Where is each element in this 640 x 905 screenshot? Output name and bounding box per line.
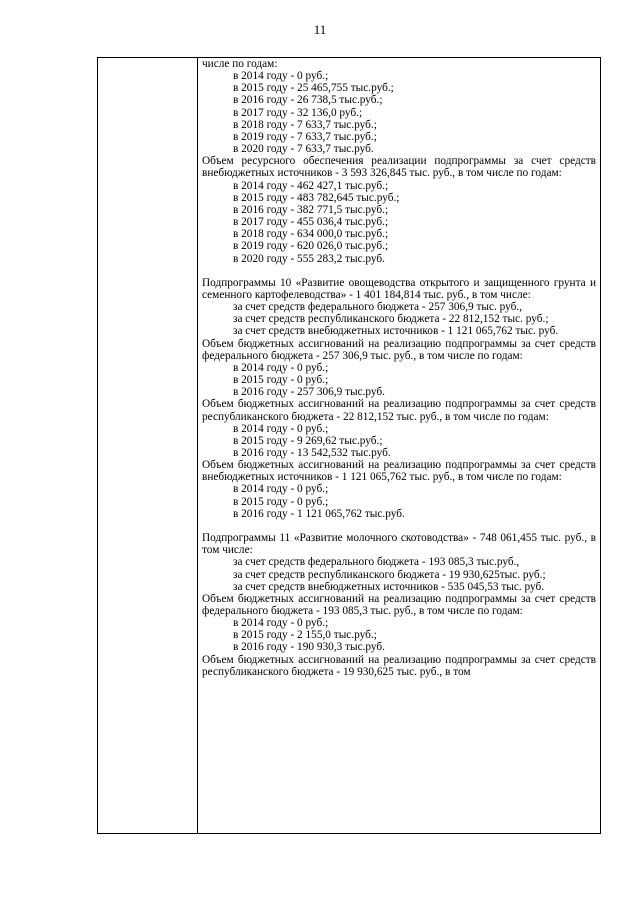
indented-line: в 2014 году - 0 руб.; — [233, 483, 329, 496]
indented-line: в 2016 году - 257 306,9 тыс.руб. — [233, 386, 386, 399]
paragraph: Объем ресурсного обеспечения реализации подпрограммы за счет средств внебюджетных источников - 3 593 326,845 тыс. руб., в том числе по годам: — [202, 155, 596, 180]
indented-line: в 2014 году - 0 руб.; — [233, 70, 329, 83]
column-divider — [197, 58, 198, 833]
blank-line — [202, 265, 596, 277]
indented-line: в 2015 году - 9 269,62 тыс.руб.; — [233, 434, 383, 447]
indented-line: в 2014 году - 0 руб.; — [233, 422, 329, 435]
indented-line: за счет средств федерального бюджета - 193 085,3 тыс.руб., — [233, 556, 520, 569]
indented-line: в 2017 году - 32 136,0 руб.; — [233, 106, 363, 119]
indented-line: в 2015 году - 0 руб.; — [233, 374, 329, 387]
blank-line — [202, 520, 596, 532]
indented-line: за счет средств федерального бюджета - 257 306,9 тыс. руб., — [233, 301, 523, 314]
indented-line: в 2016 году - 1 121 065,762 тыс.руб. — [233, 507, 405, 520]
indented-paragraph: за счет средств республиканского бюджета - 22 812,152 тыс. руб.; — [233, 313, 549, 326]
indented-line: в 2015 году - 483 782,645 тыс.руб.; — [233, 191, 400, 204]
indented-line: в 2019 году - 7 633,7 тыс.руб.; — [233, 130, 377, 143]
indented-line: в 2015 году - 2 155,0 тыс.руб.; — [233, 629, 377, 642]
table-right-cell — [202, 58, 596, 678]
indented-line: в 2016 году - 190 930,3 тыс.руб. — [233, 641, 386, 654]
indented-line: в 2016 году - 13 542,532 тыс.руб. — [233, 446, 391, 459]
indented-line: в 2018 году - 7 633,7 тыс.руб.; — [233, 118, 377, 131]
content-table — [97, 57, 601, 834]
indented-line: в 2016 году - 26 738,5 тыс.руб.; — [233, 94, 383, 107]
paragraph: Объем бюджетных ассигнований на реализацию подпрограммы за счет средств федерального бюджета - 257 306,9 тыс. руб., в том числе по годам: — [202, 337, 596, 362]
indented-line: в 2014 году - 0 руб.; — [233, 361, 329, 374]
paragraph: числе по годам: — [202, 58, 278, 70]
indented-line: в 2014 году - 462 427,1 тыс.руб.; — [233, 179, 389, 192]
indented-line: в 2015 году - 0 руб.; — [233, 495, 329, 508]
indented-paragraph: за счет средств внебюджетных источников - 535 045,53 тыс. руб. — [233, 580, 545, 593]
page-number: 11 — [313, 22, 327, 37]
indented-line: в 2014 году - 0 руб.; — [233, 617, 329, 630]
indented-line: в 2020 году - 7 633,7 тыс.руб. — [233, 143, 374, 156]
indented-line: в 2017 году - 455 036,4 тыс.руб.; — [233, 216, 389, 229]
indented-line: в 2015 году - 25 465,755 тыс.руб.; — [233, 82, 394, 95]
indented-line: в 2020 году - 555 283,2 тыс.руб. — [233, 252, 386, 265]
indented-paragraph: за счет средств республиканского бюджета - 19 930,625тыс. руб.; — [233, 568, 546, 581]
paragraph: Подпрограммы 10 «Развитие овощеводства открытого и защищенного грунта и семенного картофелеводства» - 1 401 184,814 тыс. руб., в том числе: — [202, 276, 596, 301]
paragraph: Объем бюджетных ассигнований на реализацию подпрограммы за счет средств внебюджетных источников - 1 121 065,762 тыс. руб., в том числе по годам: — [202, 459, 596, 484]
indented-line: в 2019 году - 620 026,0 тыс.руб.; — [233, 240, 389, 253]
paragraph: Подпрограммы 11 «Развитие молочного скотоводства» - 748 061,455 тыс. руб., в том числе: — [202, 532, 596, 557]
indented-line: в 2016 году - 382 771,5 тыс.руб.; — [233, 203, 389, 216]
indented-paragraph: за счет средств внебюджетных источников - 1 121 065,762 тыс. руб. — [233, 325, 559, 338]
paragraph: Объем бюджетных ассигнований на реализацию подпрограммы за счет средств федерального бюджета - 193 085,3 тыс. руб., в том числе по годам: — [202, 592, 596, 617]
paragraph: Объем бюджетных ассигнований на реализацию подпрограммы за счет средств республиканского бюджета - 22 812,152 тыс. руб., в том числе по годам: — [202, 398, 596, 423]
paragraph: Объем бюджетных ассигнований на реализацию подпрограммы за счет средств республиканского бюджета - 19 930,625 тыс. руб., в том — [202, 653, 596, 678]
indented-line: в 2018 году - 634 000,0 тыс.руб.; — [233, 228, 389, 241]
